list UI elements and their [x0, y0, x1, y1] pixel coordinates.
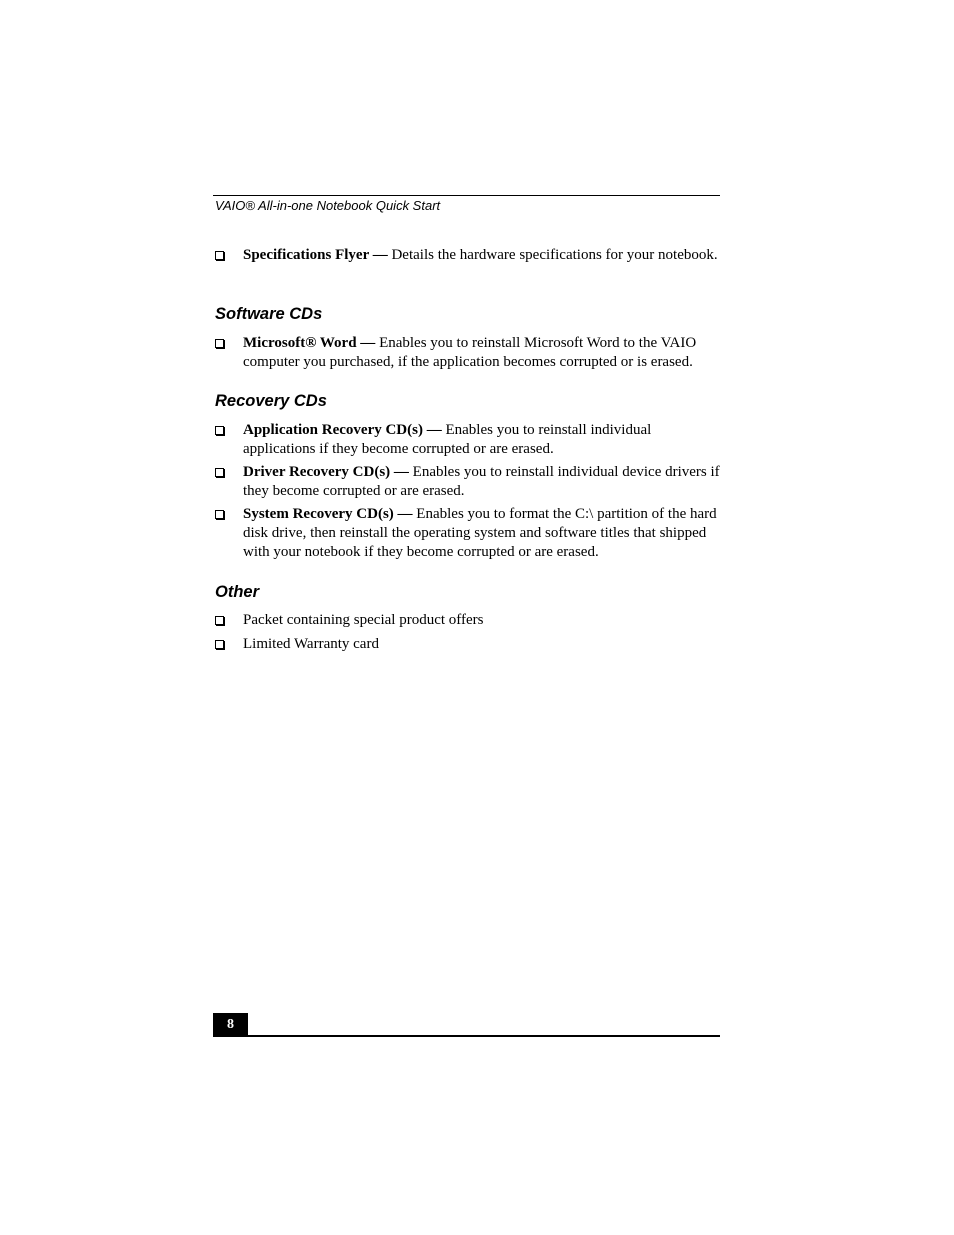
- list-item-text: [243, 505, 720, 562]
- footer-rule: [213, 1035, 720, 1037]
- item-description: Details the hardware specifications for your notebook.: [387, 247, 718, 263]
- list-item-specifications-flyer: [215, 246, 720, 265]
- item-term: System Recovery CD(s) —: [243, 506, 413, 522]
- list-item-text: [243, 334, 720, 372]
- item-description: Enables you to reinstall Microsoft Word to the VAIO computer you purchased, if the application becomes corrupted or is erased.: [243, 335, 697, 370]
- checkbox-bullet-icon: [215, 426, 224, 435]
- checkbox-bullet-icon: [215, 468, 224, 477]
- list-item-microsoft-word: [215, 334, 720, 372]
- list-item-application-recovery: [215, 421, 720, 459]
- list-item-text: [243, 246, 720, 265]
- item-description: Enables you to reinstall individual applications if they become corrupted or are erased.: [243, 422, 652, 457]
- list-item-warranty-card: [215, 635, 720, 654]
- header-rule: [213, 195, 720, 196]
- checkbox-bullet-icon: [215, 510, 224, 519]
- list-item-text: Packet containing special product offers: [243, 612, 484, 628]
- list-item-text: [243, 463, 720, 501]
- list-item-driver-recovery: [215, 463, 720, 501]
- item-term: Driver Recovery CD(s) —: [243, 464, 409, 480]
- checkbox-bullet-icon: [215, 616, 224, 625]
- section-heading-recovery-cds: Recovery CDs: [215, 392, 327, 410]
- list-item-text: [243, 421, 720, 459]
- list-item-packet-offers: [215, 611, 720, 630]
- item-term: Specifications Flyer —: [243, 247, 388, 263]
- page-number: 8: [213, 1013, 248, 1036]
- item-description: Enables you to format the C:\ partition of the hard disk drive, then reinstall the operating system and software titles that shipped with your notebook if they become corrupted or are erased.: [243, 506, 717, 560]
- item-description: Enables you to reinstall individual device drivers if they become corrupted or are erased.: [243, 464, 720, 499]
- list-item-system-recovery: [215, 505, 720, 562]
- running-header: VAIO® All-in-one Notebook Quick Start: [215, 198, 441, 213]
- checkbox-bullet-icon: [215, 640, 224, 649]
- checkbox-bullet-icon: [215, 339, 224, 348]
- section-heading-other: Other: [215, 583, 260, 601]
- list-item-text: Limited Warranty card: [243, 636, 379, 652]
- item-term: Microsoft® Word —: [243, 335, 376, 351]
- section-heading-software-cds: Software CDs: [215, 305, 323, 323]
- item-term: Application Recovery CD(s) —: [243, 422, 442, 438]
- checkbox-bullet-icon: [215, 251, 224, 260]
